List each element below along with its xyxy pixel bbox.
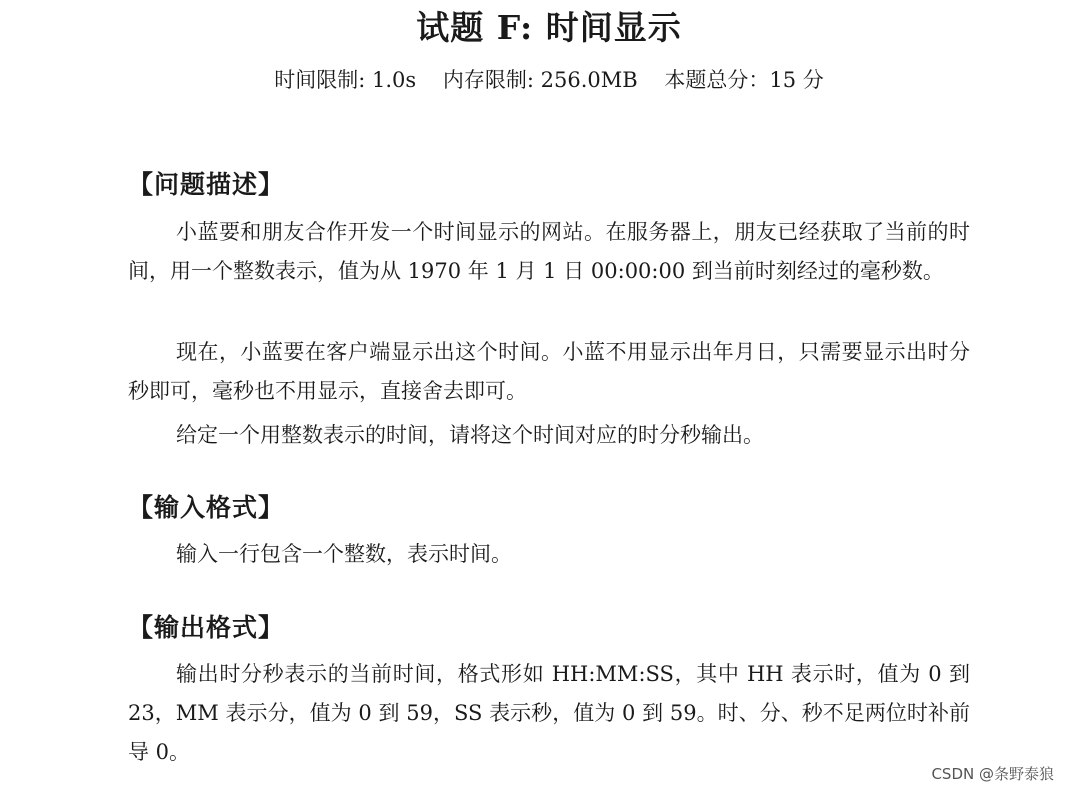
description-paragraph-3: 给定一个用整数表示的时间，请将这个时间对应的时分秒输出。 <box>176 423 764 447</box>
problem-meta: 时间限制: 1.0s 内存限制: 256.0MB 本题总分：15 分 <box>274 68 824 92</box>
description-paragraph-1: 小蓝要和朋友合作开发一个时间显示的网站。在服务器上，朋友已经获取了当前的时间，用一个整数表示，值为从 1970 年 1 月 1 日 00:00:00 到当前时刻经过的毫秒数。 <box>128 220 970 283</box>
section-heading-input: 【输入格式】 <box>128 493 285 522</box>
problem-title: 试题 F: 时间显示 <box>416 8 682 47</box>
input-paragraph: 输入一行包含一个整数，表示时间。 <box>176 542 512 566</box>
output-paragraph: 输出时分秒表示的当前时间，格式形如 HH:MM:SS，其中 HH 表示时，值为 0 到 23，MM 表示分，值为 0 到 59，SS 表示秒，值为 0 到 59。时、分、秒不足两位时补前导 0。 <box>128 662 970 764</box>
section-heading-description: 【问题描述】 <box>128 170 285 199</box>
description-paragraph-2: 现在，小蓝要在客户端显示出这个时间。小蓝不用显示出年月日，只需要显示出时分秒即可，毫秒也不用显示，直接舍去即可。 <box>128 340 970 403</box>
section-heading-output: 【输出格式】 <box>128 613 285 642</box>
watermark: CSDN @条野泰狼 <box>931 765 1054 783</box>
